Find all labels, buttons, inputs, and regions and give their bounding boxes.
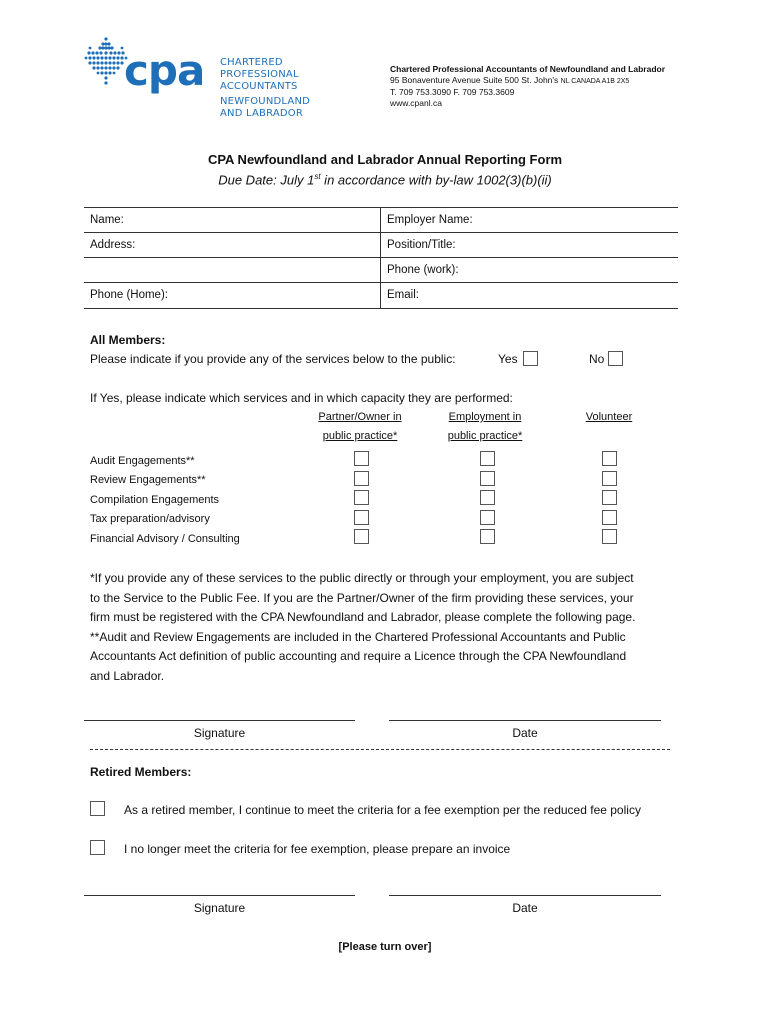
yes-label: Yes — [498, 352, 518, 366]
audit-volunteer-checkbox[interactable] — [602, 451, 617, 466]
note-line-5: Accountants Act definition of public accounting and require a Licence through the CPA Newfoundland — [90, 649, 627, 663]
logo — [84, 34, 324, 124]
due-sup: st — [314, 172, 321, 181]
phone-work-label[interactable]: Phone (work): — [387, 264, 459, 276]
form-due-date — [0, 172, 770, 187]
review-employment-checkbox[interactable] — [480, 471, 495, 486]
org-street: 95 Bonaventure Avenue Suite 500 St. John's — [390, 75, 559, 85]
org-name: Chartered Professional Accountants of Newfoundland and Labrador — [390, 64, 666, 74]
date-caption-2: Date — [512, 901, 538, 915]
logo-line-3: ACCOUNTANTS — [220, 81, 298, 92]
audit-employment-checkbox[interactable] — [480, 451, 495, 466]
note-line-4: **Audit and Review Engagements are included in the Chartered Professional Accountants and Public — [90, 629, 626, 644]
date-line-2[interactable] — [389, 895, 661, 896]
note-line-3: firm must be registered with the CPA Newfoundland and Labrador, please complete the following page. — [90, 610, 636, 624]
audit-partner-checkbox[interactable] — [354, 451, 369, 466]
employer-label[interactable]: Employer Name: — [387, 214, 473, 226]
due-suffix: in accordance with by-law 1002(3)(b)(ii) — [320, 172, 552, 188]
table-line-2 — [84, 232, 678, 233]
signature-line-2[interactable] — [84, 895, 355, 896]
compilation-volunteer-checkbox[interactable] — [602, 490, 617, 505]
table-line-top — [84, 207, 678, 208]
all-members-heading: All Members: — [90, 333, 166, 347]
note-line-6: and Labrador. — [90, 668, 165, 683]
col-partner-line2: public practice* — [322, 430, 398, 442]
service-advisory: Financial Advisory / Consulting — [90, 533, 240, 545]
no-checkbox[interactable] — [608, 351, 623, 366]
form-title: CPA Newfoundland and Labrador Annual Reporting Form — [207, 152, 563, 167]
table-line-bottom — [84, 308, 678, 309]
address-label[interactable]: Address: — [90, 239, 136, 251]
col-partner-line1: Partner/Owner in — [318, 411, 402, 423]
if-yes-instruction: If Yes, please indicate which services and in which capacity they are performed: — [90, 391, 513, 405]
note-line-1: *If you provide any of these services to the public directly or through your employment, you are subject — [90, 571, 634, 585]
advisory-partner-checkbox[interactable] — [354, 529, 369, 544]
services-question: Please indicate if you provide any of the services below to the public: — [90, 352, 456, 366]
col-employment-line2: public practice* — [447, 430, 523, 442]
retired-heading: Retired Members: — [90, 765, 192, 779]
no-label: No — [589, 352, 605, 366]
compilation-partner-checkbox[interactable] — [354, 490, 369, 505]
service-audit: Audit Engagements** — [90, 455, 195, 467]
col-volunteer: Volunteer — [585, 411, 633, 423]
org-phones: T. 709 753.3090 F. 709 753.3609 — [390, 87, 515, 97]
service-compilation: Compilation Engagements — [90, 494, 220, 506]
turn-over-note: [Please turn over] — [338, 941, 432, 953]
section-divider — [90, 749, 670, 750]
maple-leaf-dots-icon — [84, 36, 128, 86]
service-tax: Tax preparation/advisory — [90, 513, 210, 525]
name-label[interactable]: Name: — [90, 214, 124, 226]
table-divider — [380, 207, 381, 308]
compilation-employment-checkbox[interactable] — [480, 490, 495, 505]
note-line-2: to the Service to the Public Fee. If you are the Partner/Owner of the firm providing these services, your — [90, 590, 634, 605]
signature-caption-2: Signature — [193, 901, 246, 915]
retired-option2-checkbox[interactable] — [90, 840, 105, 855]
service-review: Review Engagements** — [90, 474, 206, 486]
logo-line-4: NEWFOUNDLAND — [220, 96, 311, 107]
tax-partner-checkbox[interactable] — [354, 510, 369, 525]
retired-option1-label: As a retired member, I continue to meet the criteria for a fee exemption per the reduced fee policy — [124, 803, 641, 817]
advisory-volunteer-checkbox[interactable] — [602, 529, 617, 544]
logo-line-1: CHARTERED — [220, 57, 283, 68]
tax-employment-checkbox[interactable] — [480, 510, 495, 525]
org-address-block — [390, 64, 665, 109]
due-prefix: Due Date: July 1 — [218, 172, 315, 188]
review-volunteer-checkbox[interactable] — [602, 471, 617, 486]
org-website: www.cpanl.ca — [390, 98, 442, 108]
table-line-4 — [84, 282, 678, 283]
logo-line-5: AND LABRADOR — [220, 108, 304, 119]
email-label[interactable]: Email: — [387, 289, 419, 301]
advisory-employment-checkbox[interactable] — [480, 529, 495, 544]
retired-option2-label: I no longer meet the criteria for fee exemption, please prepare an invoice — [124, 842, 511, 856]
org-postal: NL CANADA A1B 2X5 — [560, 78, 630, 85]
col-employment-line1: Employment in — [448, 411, 522, 423]
table-line-3 — [84, 257, 678, 258]
org-address — [390, 75, 665, 87]
tax-volunteer-checkbox[interactable] — [602, 510, 617, 525]
date-caption-1: Date — [512, 726, 538, 740]
logo-wordmark: cpa — [124, 46, 205, 95]
phone-home-label[interactable]: Phone (Home): — [90, 289, 168, 301]
signature-line-1[interactable] — [84, 720, 355, 721]
services-note — [90, 569, 690, 686]
yes-checkbox[interactable] — [523, 351, 538, 366]
signature-caption-1: Signature — [193, 726, 246, 740]
date-line-1[interactable] — [389, 720, 661, 721]
logo-line-2: PROFESSIONAL — [220, 69, 299, 80]
retired-option1-checkbox[interactable] — [90, 801, 105, 816]
review-partner-checkbox[interactable] — [354, 471, 369, 486]
position-label[interactable]: Position/Title: — [387, 239, 456, 251]
